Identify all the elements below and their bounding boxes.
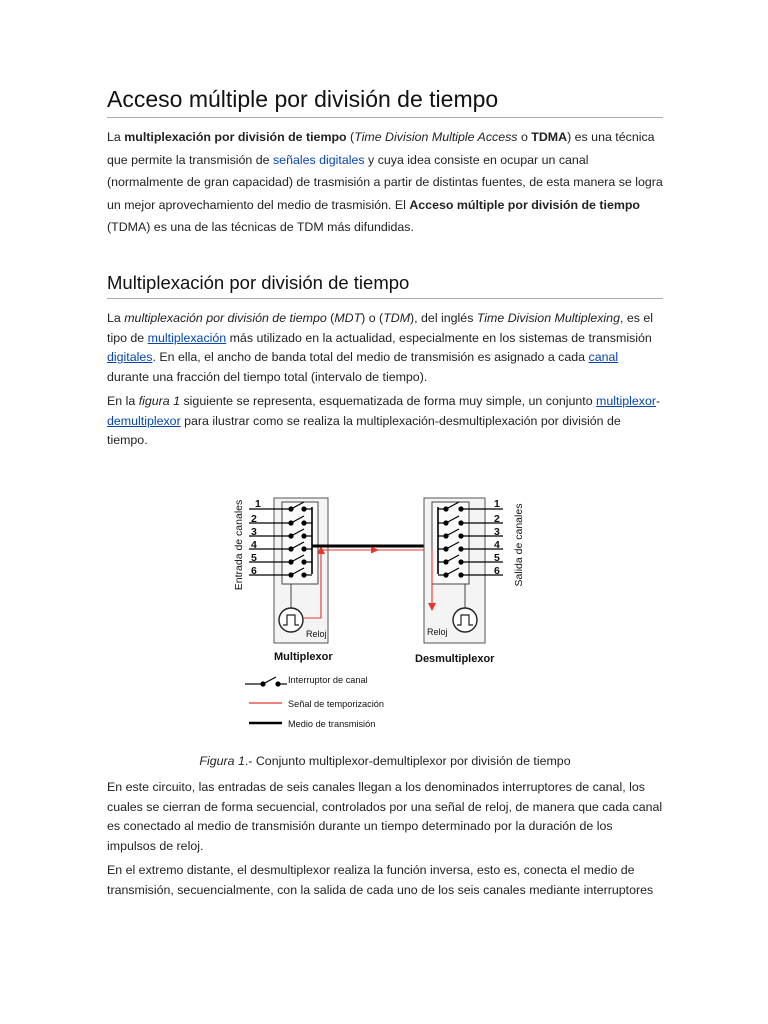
mux-channel-number: 1	[255, 498, 261, 510]
para-text: La	[107, 311, 125, 325]
link-senales-digitales[interactable]: señales digitales	[272, 152, 365, 167]
figure-caption	[107, 754, 663, 768]
tdm-figure	[225, 488, 535, 748]
switch-contact	[458, 533, 463, 538]
caption-text: .- Conjunto multiplexor-demultiplexor por división de tiempo	[244, 754, 571, 768]
intro-text: (	[346, 130, 355, 144]
legend-timing-label: Señal de temporización	[288, 699, 385, 709]
demultiplexor-label: Desmultiplexor	[415, 653, 495, 665]
mux-channel-number: 3	[251, 526, 257, 538]
multiplexor-unit	[249, 498, 328, 643]
demux-paragraph: En el extremo distante, el desmultiplexor realiza la función inversa, esto es, conecta el medio de transmisión, secuencialmente, con la salida de cada uno de los seis canales mediante interruptores	[107, 863, 654, 897]
link-multiplexacion[interactable]: multiplexación	[147, 330, 227, 345]
demux-channel-number: 4	[494, 539, 500, 551]
figure-legend	[245, 675, 384, 729]
intro-italic: Time Division Multiple Access	[354, 130, 518, 144]
mux-channel-number: 5	[251, 552, 257, 564]
intro-text: o	[517, 130, 532, 144]
tdm-paragraph	[107, 309, 663, 387]
switch-contact	[458, 546, 463, 551]
switch-contact	[301, 506, 306, 511]
caption-italic: Figura 1	[199, 754, 245, 768]
intro-bold: TDMA	[531, 130, 568, 144]
intro-paragraph	[107, 126, 663, 239]
link-multiplexor[interactable]: multiplexor	[596, 394, 656, 408]
demux-clock-icon	[453, 608, 477, 632]
switch-contact	[301, 572, 306, 577]
link-canal[interactable]: canal	[588, 350, 619, 364]
mux-channel-number: 4	[251, 539, 257, 551]
legend-switch-label: Interruptor de canal	[288, 675, 368, 685]
mux-channel-number: 2	[251, 513, 257, 525]
switch-contact	[275, 681, 280, 686]
intro-text: (TDMA) es una de las técnicas de TDM más difundidas.	[107, 220, 414, 235]
para-text: (	[326, 311, 335, 325]
switch-contact	[301, 546, 306, 551]
legend-medium	[249, 719, 375, 729]
switch-contact	[301, 559, 306, 564]
switch-blade	[263, 677, 276, 684]
intro-text: ) es una técnica que permite la transmisión de	[107, 130, 655, 167]
legend-switch	[245, 675, 368, 687]
para-text: ), del inglés	[410, 311, 477, 325]
para-italic: MDT	[334, 311, 362, 325]
intro-text: La	[107, 130, 125, 144]
figure-intro-paragraph	[107, 392, 663, 451]
link-digitales[interactable]: digitales	[107, 350, 153, 364]
input-channels-label: Entrada de canales	[233, 499, 245, 591]
demux-channel-number: 2	[494, 513, 500, 525]
para-italic: TDM	[383, 311, 411, 325]
multiplexor-label: Multiplexor	[274, 651, 333, 663]
demux-clock-label: Reloj	[427, 627, 448, 637]
para-text: . En ella, el ancho de banda total del medio de transmisión es asignado a cada	[152, 350, 589, 364]
link-demultiplexor[interactable]: demultiplexor	[107, 413, 181, 428]
demux-channel-number: 3	[494, 526, 500, 538]
demux-channel-number: 6	[494, 565, 500, 577]
switch-contact	[458, 559, 463, 564]
output-channels-label: Salida de canales	[513, 503, 525, 587]
para-italic: Time Division Multiplexing	[476, 311, 620, 325]
intro-bold: multiplexación por división de tiempo	[124, 130, 347, 144]
switch-contact	[301, 520, 306, 525]
mux-channel-number: 6	[251, 565, 257, 577]
circuit-paragraph: En este circuito, las entradas de seis canales llegan a los denominados interruptores de canal, los cuales se cierran de forma secuencial, controlados por una señal de reloj, de manera que cada canal es conectado al medio de transmisión durante un tiempo determinado por la duración de los impulsos de reloj.	[107, 780, 663, 853]
mux-clock-label: Reloj	[306, 629, 327, 639]
switch-contact	[458, 506, 463, 511]
intro-bold: Acceso múltiple por división de tiempo	[409, 197, 640, 212]
page-title: Acceso múltiple por división de tiempo	[107, 86, 663, 118]
intro-text: y cuya idea consiste en ocupar un canal (normalmente de gran capacidad) de trasmisión a partir de distintas fuentes, de esta manera se logra un mejor aprovechamiento del medio de trasmisión. El	[107, 152, 663, 212]
para-text: para ilustrar como se realiza la multiplexación-desmultiplexación por división de tiempo.	[107, 413, 621, 447]
demux-channel-number: 5	[494, 552, 500, 564]
para-text: ) o (	[361, 311, 384, 325]
switch-contact	[301, 533, 306, 538]
para-italic: multiplexación por división de tiempo	[124, 311, 327, 325]
para-text: -	[655, 394, 661, 408]
legend-timing	[249, 699, 384, 709]
para-text: En la	[107, 394, 139, 408]
para-text: , es el tipo de	[107, 311, 654, 345]
legend-medium-label: Medio de transmisión	[288, 719, 376, 729]
para-text: siguiente se representa, esquematizada de forma muy simple, un conjunto	[180, 394, 597, 408]
para-text: más utilizado en la actualidad, especialmente en los sistemas de transmisión	[226, 330, 652, 345]
demultiplexor-unit	[424, 498, 503, 643]
switch-contact	[458, 572, 463, 577]
section-heading: Multiplexación por división de tiempo	[107, 272, 663, 299]
demux-channel-number: 1	[494, 498, 500, 510]
mux-clock-icon	[279, 608, 303, 632]
switch-contact	[458, 520, 463, 525]
para-text: durante una fracción del tiempo total (intervalo de tiempo).	[107, 369, 428, 384]
para-italic: figura 1	[138, 394, 181, 408]
